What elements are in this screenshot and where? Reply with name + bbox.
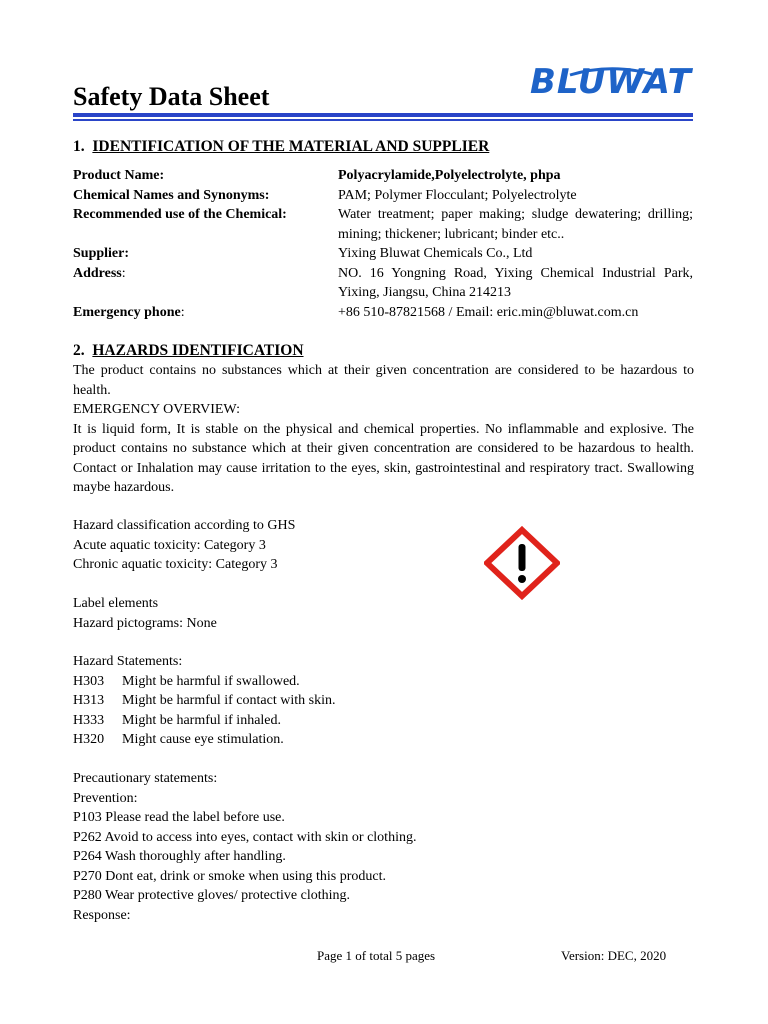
section-1-title: IDENTIFICATION OF THE MATERIAL AND SUPPLIER [92, 138, 490, 155]
id-value: NO. 16 Yongning Road, Yixing Chemical Industrial Park, Yixing, Jiangsu, China 214213 [338, 265, 693, 300]
id-value: Water treatment; paper making; sludge dewatering; drilling; mining; thickener; lubricant; binder etc.. [338, 207, 693, 242]
prevention-item: P280 Wear protective gloves/ protective clothing. [73, 888, 350, 903]
precautionary-heading: Precautionary statements: [73, 771, 218, 786]
id-value: +86 510-87821568 / Email: eric.min@bluwat.com.cn [338, 304, 639, 320]
hazard-code: H320 [73, 732, 105, 747]
hazard-statement-row [73, 711, 694, 731]
hazard-code: H333 [73, 712, 105, 728]
emergency-overview-text: It is liquid form, It is stable on the physical and chemical properties. No inflammable and explosive. The product contains no substance which at their given concentration are considered to be hazardous to health. Contact or Inhalation may cause irritation to the eyes, skin, gastrointestinal and respiratory tract. Swallowing maybe hazardous. [73, 421, 694, 495]
prevention-item: P270 Dont eat, drink or smoke when using this product. [73, 868, 387, 884]
hazard-code: H313 [73, 693, 105, 708]
id-value: PAM; Polymer Flocculant; Polyelectrolyte [338, 187, 577, 203]
id-label-colon: : [121, 265, 126, 281]
id-value: Yixing Bluwat Chemicals Co., Ltd [338, 246, 533, 261]
hazard-statements-heading: Hazard Statements: [73, 654, 183, 669]
hazard-pictograms: Hazard pictograms: None [73, 615, 217, 631]
id-label [73, 264, 338, 303]
hazard-statements [73, 652, 694, 750]
hazard-code: H303 [73, 673, 105, 689]
prevention-item: P262 Avoid to access into eyes, contact with skin or clothing. [73, 829, 417, 845]
hazard-text: Might cause eye stimulation. [122, 732, 284, 747]
id-row-recommended-use [73, 205, 693, 244]
id-row-emergency-phone [73, 303, 693, 323]
precautionary-statements [73, 769, 694, 925]
hazard-text: Might be harmful if inhaled. [122, 712, 282, 728]
hazard-statement-row [73, 730, 694, 750]
logo-swoosh-icon [530, 62, 690, 104]
section-2-heading [73, 341, 312, 361]
ghs-item: Acute aquatic toxicity: Category 3 [73, 537, 266, 553]
id-row-address [73, 264, 693, 303]
document-title: Safety Data Sheet [73, 82, 270, 111]
section-1-heading [73, 137, 497, 157]
id-label: Recommended use of the Chemical: [73, 207, 287, 222]
id-row-product-name [73, 166, 693, 186]
id-row-chemical-names [73, 186, 693, 206]
identification-table [73, 166, 693, 322]
hazards-body [73, 361, 694, 498]
id-label-colon: : [180, 304, 185, 320]
logo-wordmark: BLUWAT [530, 62, 692, 102]
hazards-intro: The product contains no substances which at their given concentration are considered to be hazardous to health. [73, 363, 694, 398]
id-label-text: Emergency phone [73, 304, 181, 320]
hazard-text: Might be harmful if contact with skin. [122, 693, 336, 708]
prevention-item: P264 Wash thoroughly after handling. [73, 849, 286, 864]
hazard-statement-row [73, 672, 694, 692]
emergency-overview-heading: EMERGENCY OVERVIEW: [73, 402, 240, 417]
hazard-statement-row [73, 691, 694, 711]
id-row-supplier [73, 244, 693, 264]
ghs-exclamation-pictogram-icon [484, 526, 560, 600]
id-label: Product Name: [73, 168, 165, 183]
bluwat-logo [530, 62, 690, 104]
header-rule-thin [73, 119, 693, 121]
id-label-text: Address [73, 265, 122, 281]
id-label [73, 303, 338, 323]
label-elements [73, 594, 694, 633]
section-2-number: 2. [73, 342, 85, 359]
hazard-text: Might be harmful if swallowed. [122, 673, 300, 689]
section-2-title: HAZARDS IDENTIFICATION [92, 342, 304, 359]
label-elements-heading: Label elements [73, 596, 159, 611]
section-1-number: 1. [73, 138, 85, 155]
prevention-item: P103 Please read the label before use. [73, 810, 285, 825]
prevention-heading: Prevention: [73, 790, 138, 806]
response-heading: Response: [73, 907, 131, 923]
footer-page-number: Page 1 of total 5 pages [317, 948, 436, 963]
id-label: Chemical Names and Synonyms: [73, 187, 270, 203]
footer-version: Version: DEC, 2020 [561, 948, 667, 963]
ghs-heading: Hazard classification according to GHS [73, 518, 296, 533]
id-value: Polyacrylamide,Polyelectrolyte, phpa [338, 168, 561, 183]
ghs-classification [73, 516, 694, 575]
ghs-item: Chronic aquatic toxicity: Category 3 [73, 557, 278, 572]
id-label: Supplier: [73, 246, 130, 261]
header-rule-thick [73, 113, 693, 117]
